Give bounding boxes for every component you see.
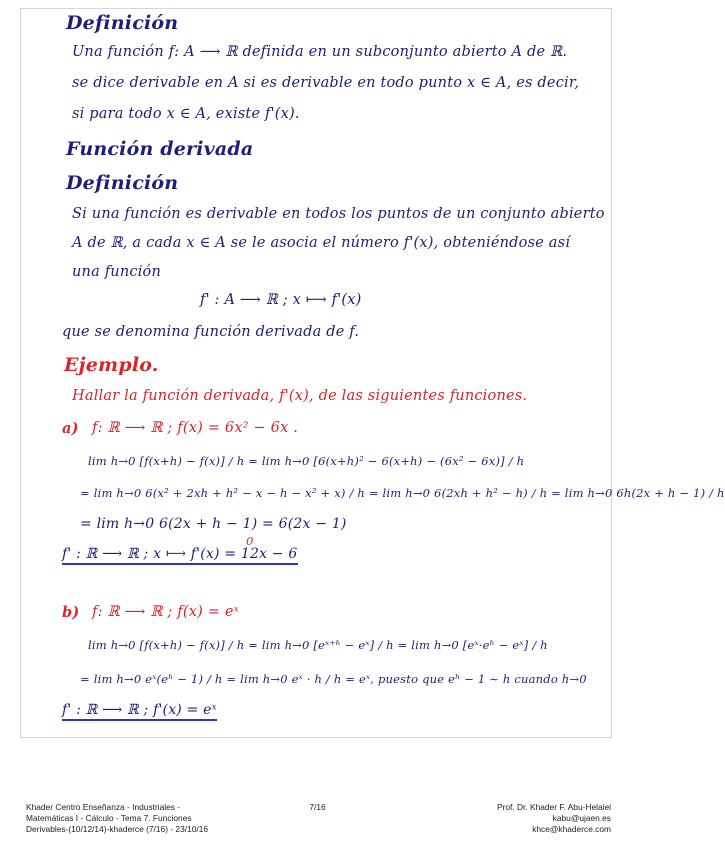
footer-email-1: kabu@ujaen.es: [552, 813, 611, 823]
definition-1-title: Definición: [66, 12, 179, 34]
definition-2-line-2: A de ℝ, a cada x ∈ A se le asocia el número f'(x), obteniéndose así: [72, 235, 571, 251]
part-a-result: [62, 546, 298, 562]
derivative-map: f' : A ⟶ ℝ ; x ⟼ f'(x): [200, 292, 362, 308]
part-b-step-2: = lim h→0 eˣ(eʰ − 1) / h = lim h→0 eˣ · h / h = eˣ, puesto que eʰ − 1 ∼ h cuando h→0: [80, 672, 587, 686]
part-a-step-2: = lim h→0 6(x² + 2xh + h² − x − h − x² + x) / h = lim h→0 6(2xh + h² − h) / h = lim h→0 6h(2x + h − 1) / h: [80, 486, 725, 500]
part-a-step-3: = lim h→0 6(2x + h − 1) = 6(2x − 1): [80, 516, 347, 532]
part-b-step-1: lim h→0 [f(x+h) − f(x)] / h = lim h→0 [eˣ⁺ʰ − eˣ] / h = lim h→0 [eˣ·eʰ − eˣ] / h: [88, 638, 548, 652]
definition-2-line-4: que se denomina función derivada de f.: [62, 324, 360, 340]
definition-1-line-3: si para todo x ∈ A, existe f'(x).: [72, 106, 300, 122]
part-a-result-text: f' : ℝ ⟶ ℝ ; x ⟼ f'(x) = 12x − 6: [62, 546, 298, 565]
definition-2-line-1: Si una función es derivable en todos los puntos de un conjunto abierto: [72, 206, 605, 222]
part-a-label: a): [62, 420, 79, 437]
footer-right: [497, 802, 611, 835]
example-statement: Hallar la función derivada, f'(x), de las siguientes funciones.: [72, 388, 528, 404]
part-a-zero-annotation: 0: [246, 534, 254, 548]
footer-left-line-3: Derivables-(10/12/14)-khaderce (7/16) - 23/10/16: [26, 824, 209, 834]
footer-page-number: 7/16: [309, 802, 326, 812]
part-a-definition: f: ℝ ⟶ ℝ ; f(x) = 6x² − 6x .: [92, 420, 299, 436]
footer-email-2: khce@khaderce.com: [532, 824, 611, 834]
definition-2-title: Definición: [66, 172, 179, 194]
part-b-result-text: f' : ℝ ⟶ ℝ ; f'(x) = eˣ: [62, 702, 217, 721]
footer-left-line-1: Khader Centro Enseñanza - Industriales -: [26, 802, 181, 812]
part-a-step-1: lim h→0 [f(x+h) − f(x)] / h = lim h→0 [6(x+h)² − 6(x+h) − (6x² − 6x)] / h: [88, 454, 525, 468]
definition-1-line-2: se dice derivable en A si es derivable en todo punto x ∈ A, es decir,: [72, 75, 580, 91]
part-b-definition: f: ℝ ⟶ ℝ ; f(x) = eˣ: [92, 604, 240, 620]
definition-1-line-1: Una función f: A ⟶ ℝ definida en un subconjunto abierto A de ℝ.: [72, 44, 568, 60]
part-b-label: b): [62, 604, 80, 621]
part-b-result: [62, 702, 217, 718]
example-title: Ejemplo.: [64, 354, 159, 376]
footer-author: Prof. Dr. Khader F. Abu-Helaiel: [496, 802, 611, 812]
section-title-funcion-derivada: Función derivada: [66, 138, 254, 160]
footer-left-line-2: Matemáticas I - Cálculo - Tema 7. Funciones: [26, 813, 192, 823]
definition-2-line-3: una función: [72, 264, 162, 280]
